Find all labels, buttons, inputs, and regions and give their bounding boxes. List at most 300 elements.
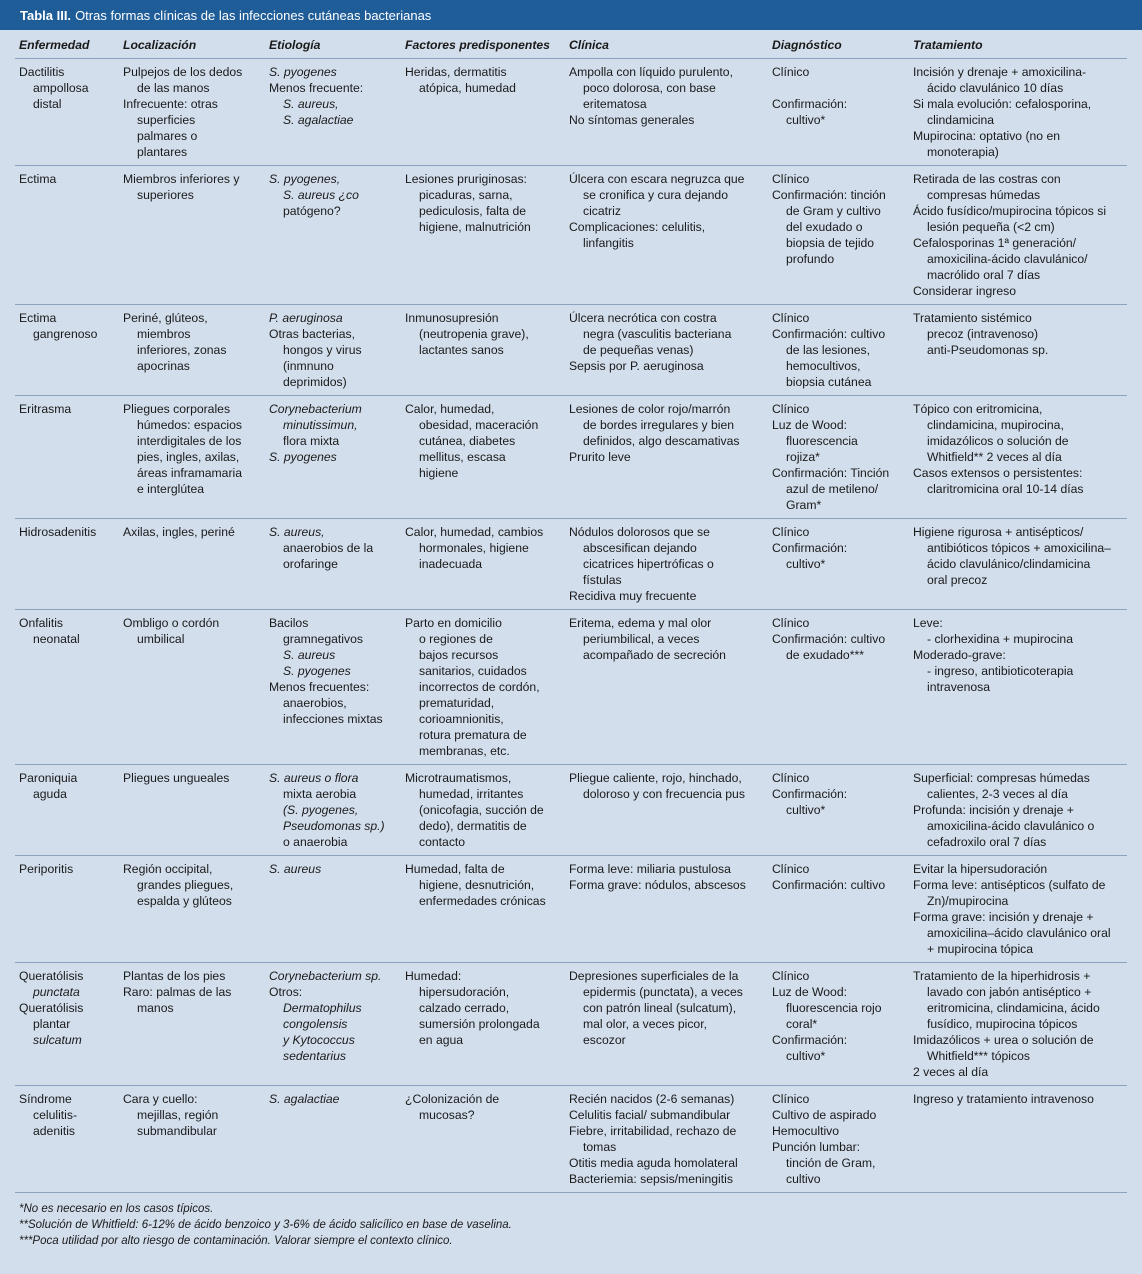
- cell-line: de exudado***: [786, 648, 864, 662]
- cell-line: Celulitis facial/ submandibular: [569, 1108, 731, 1122]
- cell-line: dedo), dermatitis de: [419, 819, 527, 833]
- cell-tratamiento: [909, 963, 1127, 1086]
- cell-line: adenitis: [33, 1124, 76, 1138]
- cell-line: clindamicina, mupirocina,: [927, 418, 1064, 432]
- table-row: [15, 59, 1127, 166]
- cell-localizacion: [119, 1086, 265, 1193]
- cell-line: ácido clavulánico 10 días: [927, 81, 1064, 95]
- cell-line: tomas: [583, 1140, 617, 1154]
- cell-line: Calor, humedad,: [405, 402, 495, 416]
- cell-line: negra (vasculitis bacteriana: [583, 327, 732, 341]
- cell-line: fusídico, mupirocina tópicos: [927, 1017, 1078, 1031]
- cell-line: ¿Colonización de: [405, 1092, 500, 1106]
- cell-line: Clínico: [772, 969, 810, 983]
- cell-line: Confirmación:: [772, 97, 848, 111]
- cell-line: submandibular: [137, 1124, 217, 1138]
- cell-line: Onfalitis: [19, 616, 64, 630]
- cell-line: Complicaciones: celulitis,: [569, 220, 706, 234]
- cell-line: Whitfield** 2 veces al día: [927, 450, 1062, 464]
- cell-line: gangrenoso: [33, 327, 98, 341]
- cell-line: hormonales, higiene: [419, 541, 529, 555]
- cell-line: Dermatophilus: [283, 1001, 362, 1015]
- cell-line: higiene, malnutrición: [419, 220, 531, 234]
- cell-line: cultivo*: [786, 113, 826, 127]
- cell-line: Sepsis por P. aeruginosa: [569, 359, 704, 373]
- cell-enfermedad: [15, 1086, 119, 1193]
- cell-line: Ectima: [19, 172, 57, 186]
- cell-diagnostico: [768, 963, 909, 1086]
- cell-line: con patrón lineal (sulcatum),: [583, 1001, 737, 1015]
- cell-line: clindamicina: [927, 113, 995, 127]
- cell-line: Nódulos dolorosos que se: [569, 525, 710, 539]
- cell-line: Confirmación: cultivo: [772, 327, 886, 341]
- table-title: Otras formas clínicas de las infecciones cutáneas bacterianas: [75, 7, 432, 23]
- cell-line: Si mala evolución: cefalosporina,: [913, 97, 1092, 111]
- cell-line: Inmunosupresión: [405, 311, 499, 325]
- cell-factores: [401, 610, 565, 765]
- cell-line: escozor: [583, 1033, 626, 1047]
- cell-line: Corynebacterium sp.: [269, 969, 382, 983]
- cell-clinica: [565, 519, 768, 610]
- cell-enfermedad: [15, 396, 119, 519]
- cell-line: cultivo*: [786, 803, 826, 817]
- cell-line: hipersudoración,: [419, 985, 510, 999]
- cell-line: Hidrosadenitis: [19, 525, 97, 539]
- cell-line: definidos, algo descamativas: [583, 434, 740, 448]
- cell-clinica: [565, 305, 768, 396]
- table-body: [15, 59, 1127, 1193]
- cell-line: infecciones mixtas: [283, 712, 383, 726]
- cell-diagnostico: [768, 1086, 909, 1193]
- cell-line: Corynebacterium: [269, 402, 362, 416]
- cell-line: Parto en domicilio: [405, 616, 502, 630]
- cell-line: Forma grave: nódulos, abscesos: [569, 878, 746, 892]
- cell-line: mal olor, a veces picor,: [583, 1017, 707, 1031]
- cell-line: Profunda: incisión y drenaje +: [913, 803, 1074, 817]
- cell-line: enfermedades crónicas: [419, 894, 546, 908]
- cell-line: acompañado de secreción: [583, 648, 726, 662]
- cell-localizacion: [119, 963, 265, 1086]
- cell-line: de las manos: [137, 81, 210, 95]
- cell-line: amoxicilina–ácido clavulánico oral: [927, 926, 1111, 940]
- cell-line: Punción lumbar:: [772, 1140, 861, 1154]
- cell-line: amoxicilina-ácido clavulánico/: [927, 252, 1088, 266]
- cell-diagnostico: [768, 305, 909, 396]
- cell-line: Confirmación:: [772, 787, 848, 801]
- cell-line: imidazólicos o solución de: [927, 434, 1069, 448]
- cell-line: Considerar ingreso: [913, 284, 1016, 298]
- cell-line: superficies: [137, 113, 196, 127]
- cell-etiologia: [265, 856, 401, 963]
- cell-line: S. aureus: [269, 862, 322, 876]
- cell-etiologia: [265, 396, 401, 519]
- cell-line: epidermis (punctata), a veces: [583, 985, 743, 999]
- cell-line: Otitis media aguda homolateral: [569, 1156, 738, 1170]
- cell-tratamiento: [909, 856, 1127, 963]
- cell-line: Clínico: [772, 1092, 810, 1106]
- cell-line: espalda y glúteos: [137, 894, 232, 908]
- cell-line: Queratólisis: [19, 1001, 84, 1015]
- cell-line: amoxicilina-ácido clavulánico o: [927, 819, 1095, 833]
- cell-line: Ácido fusídico/mupirocina tópicos si: [913, 204, 1107, 218]
- cell-line: eritematosa: [583, 97, 647, 111]
- cell-line: + mupirocina tópica: [927, 942, 1034, 956]
- cell-line: Tratamiento sistémico: [913, 311, 1032, 325]
- cell-line: anaerobios de la: [283, 541, 374, 555]
- cell-line: flora mixta: [283, 434, 340, 448]
- cell-tratamiento: [909, 305, 1127, 396]
- cell-enfermedad: [15, 610, 119, 765]
- cell-line: umbilical: [137, 632, 185, 646]
- cell-line: Higiene rigurosa + antisépticos/: [913, 525, 1084, 539]
- cell-line: periumbilical, a veces: [583, 632, 700, 646]
- cell-line: monoterapia): [927, 145, 999, 159]
- cell-clinica: [565, 963, 768, 1086]
- cell-line: rojiza*: [786, 450, 820, 464]
- table-row: [15, 396, 1127, 519]
- cell-line: Pseudomonas sp.): [283, 819, 385, 833]
- cell-line: cultivo: [786, 1172, 821, 1186]
- cell-line: S. aureus o flora: [269, 771, 359, 785]
- cell-line: Bacteriemia: sepsis/meningitis: [569, 1172, 733, 1186]
- cell-clinica: [565, 856, 768, 963]
- cell-line: cicatriz: [583, 204, 621, 218]
- cell-line: sumersión prolongada: [419, 1017, 540, 1031]
- cell-line: distal: [33, 97, 62, 111]
- cell-line: incorrectos de cordón,: [419, 680, 540, 694]
- cell-line: y Kytococcus: [283, 1033, 355, 1047]
- cell-line: profundo: [786, 252, 835, 266]
- header-tratamiento: Tratamiento: [909, 30, 1127, 59]
- cell-line: No síntomas generales: [569, 113, 695, 127]
- cell-localizacion: [119, 765, 265, 856]
- cell-localizacion: [119, 59, 265, 166]
- cell-diagnostico: [768, 610, 909, 765]
- cell-line: grandes pliegues,: [137, 878, 234, 892]
- cell-line: Cefalosporinas 1ª generación/: [913, 236, 1077, 250]
- cell-line: S. pyogenes: [269, 450, 337, 464]
- cell-line: de bordes irregulares y bien: [583, 418, 735, 432]
- cell-line: Eritema, edema y mal olor: [569, 616, 712, 630]
- cell-line: doloroso y con frecuencia pus: [583, 787, 745, 801]
- cell-localizacion: [119, 519, 265, 610]
- cell-diagnostico: [768, 856, 909, 963]
- cell-line: inadecuada: [419, 557, 483, 571]
- cell-line: bajos recursos: [419, 648, 499, 662]
- table-row: [15, 166, 1127, 305]
- cell-clinica: [565, 1086, 768, 1193]
- table-row: [15, 305, 1127, 396]
- cell-factores: [401, 765, 565, 856]
- cell-line: celulitis-: [33, 1108, 78, 1122]
- cell-line: Pliegues corporales: [123, 402, 231, 416]
- cell-line: en agua: [419, 1033, 464, 1047]
- header-row: [15, 30, 1127, 59]
- cell-line: Superficial: compresas húmedas: [913, 771, 1090, 785]
- cell-clinica: [565, 396, 768, 519]
- cell-line: prematuridad,: [419, 696, 495, 710]
- header-etiologia: Etiología: [265, 30, 401, 59]
- cell-line: calzado cerrado,: [419, 1001, 510, 1015]
- cell-line: Clínico: [772, 65, 810, 79]
- cell-line: linfangitis: [583, 236, 634, 250]
- cell-line: Leve:: [913, 616, 943, 630]
- cell-line: Zn)/mupirocina: [927, 894, 1009, 908]
- cell-line: calientes, 2-3 veces al día: [927, 787, 1068, 801]
- cell-line: S. agalactiae: [283, 113, 354, 127]
- cell-line: S. pyogenes,: [269, 172, 341, 186]
- cell-etiologia: [265, 610, 401, 765]
- cell-line: rotura prematura de: [419, 728, 527, 742]
- cell-line: fluorescencia rojo: [786, 1001, 882, 1015]
- cell-line: Región occipital,: [123, 862, 213, 876]
- header-diagnostico: Diagnóstico: [768, 30, 909, 59]
- cell-line: Forma leve: antisépticos (sulfato de: [913, 878, 1106, 892]
- cell-line: Clínico: [772, 616, 810, 630]
- cell-line: anti-Pseudomonas sp.: [927, 343, 1049, 357]
- cell-line: Síndrome: [19, 1092, 72, 1106]
- cell-line: ampollosa: [33, 81, 89, 95]
- cell-etiologia: [265, 166, 401, 305]
- cell-line: manos: [137, 1001, 174, 1015]
- cell-line: Axilas, ingles, periné: [123, 525, 235, 539]
- cell-line: (neutropenia grave),: [419, 327, 529, 341]
- cell-line: Confirmación: cultivo: [772, 632, 886, 646]
- header-clinica: Clínica: [565, 30, 768, 59]
- cell-etiologia: [265, 1086, 401, 1193]
- cell-line: Tópico con eritromicina,: [913, 402, 1043, 416]
- cell-line: Raro: palmas de las: [123, 985, 232, 999]
- cell-line: Luz de Wood:: [772, 985, 847, 999]
- cell-clinica: [565, 610, 768, 765]
- cell-line: higiene, desnutrición,: [419, 878, 535, 892]
- cell-line: sanitarios, cuidados: [419, 664, 527, 678]
- cell-factores: [401, 166, 565, 305]
- cell-line: Queratólisis: [19, 969, 84, 983]
- cell-line: S. aureus: [283, 648, 336, 662]
- cell-line: de Gram y cultivo: [786, 204, 881, 218]
- cell-line: Lesiones pruriginosas:: [405, 172, 527, 186]
- cell-localizacion: [119, 305, 265, 396]
- cell-factores: [401, 856, 565, 963]
- cell-line: de las lesiones,: [786, 343, 871, 357]
- cell-line: Confirmación: cultivo: [772, 878, 886, 892]
- cell-line: sulcatum: [33, 1033, 82, 1047]
- cell-line: lactantes sanos: [419, 343, 504, 357]
- cell-line: intravenosa: [927, 680, 991, 694]
- cell-line: humedad, irritantes: [419, 787, 524, 801]
- cell-line: del exudado o: [786, 220, 863, 234]
- cell-line: biopsia de tejido: [786, 236, 875, 250]
- cell-diagnostico: [768, 396, 909, 519]
- cell-line: Menos frecuente:: [269, 81, 364, 95]
- cell-line: (onicofagia, succión de: [419, 803, 544, 817]
- cell-line: deprimidos): [283, 375, 347, 389]
- cell-line: biopsia cutánea: [786, 375, 872, 389]
- cell-line: P. aeruginosa: [269, 311, 343, 325]
- cell-line: se cronifica y cura dejando: [583, 188, 728, 202]
- cell-line: Periporitis: [19, 862, 74, 876]
- cell-line: lavado con jabón antiséptico +: [927, 985, 1092, 999]
- header-factores: Factores predisponentes: [401, 30, 565, 59]
- cell-line: pies, ingles, axilas,: [137, 450, 240, 464]
- cell-line: Bacilos: [269, 616, 309, 630]
- cell-line: S. agalactiae: [269, 1092, 340, 1106]
- cell-line: Otros:: [269, 985, 303, 999]
- cell-line: obesidad, maceración: [419, 418, 539, 432]
- table-row: [15, 963, 1127, 1086]
- cell-line: Tratamiento de la hiperhidrosis +: [913, 969, 1091, 983]
- cell-tratamiento: [909, 59, 1127, 166]
- cell-line: Pulpejos de los dedos: [123, 65, 243, 79]
- cell-line: apocrinas: [137, 359, 190, 373]
- cell-line: Confirmación: Tinción: [772, 466, 890, 480]
- cell-line: - ingreso, antibioticoterapia: [927, 664, 1074, 678]
- cell-line: superiores: [137, 188, 194, 202]
- footnote: ***Poca utilidad por alto riesgo de contaminación. Valorar siempre el contexto clínico.: [19, 1235, 453, 1247]
- cell-line: (S. pyogenes,: [283, 803, 359, 817]
- cell-line: cutánea, diabetes: [419, 434, 516, 448]
- cell-line: húmedos: espacios: [137, 418, 243, 432]
- cell-line: Whitfield*** tópicos: [927, 1049, 1030, 1063]
- cell-line: precoz (intravenoso): [927, 327, 1039, 341]
- table-row: [15, 1086, 1127, 1193]
- cell-enfermedad: [15, 59, 119, 166]
- cell-line: (inmnuno: [283, 359, 334, 373]
- cell-line: Calor, humedad, cambios: [405, 525, 544, 539]
- cell-line: compresas húmedas: [927, 188, 1041, 202]
- cell-line: abscesifican dejando: [583, 541, 697, 555]
- cell-tratamiento: [909, 166, 1127, 305]
- cell-line: neonatal: [33, 632, 80, 646]
- footnotes: [19, 1201, 1142, 1249]
- cell-line: mejillas, región: [137, 1108, 219, 1122]
- cell-line: contacto: [419, 835, 466, 849]
- cell-line: patógeno?: [283, 204, 341, 218]
- cell-line: higiene: [419, 466, 459, 480]
- cell-line: congolensis: [283, 1017, 348, 1031]
- cell-factores: [401, 59, 565, 166]
- cell-line: S. pyogenes: [269, 65, 337, 79]
- cell-line: Clínico: [772, 311, 810, 325]
- cell-etiologia: [265, 59, 401, 166]
- cell-line: Periné, glúteos,: [123, 311, 208, 325]
- cell-line: áreas inframamaria: [137, 466, 242, 480]
- cell-line: Ectima: [19, 311, 57, 325]
- cell-line: Humedad:: [405, 969, 462, 983]
- cell-line: poco dolorosa, con base: [583, 81, 716, 95]
- cell-line: S. aureus,: [283, 97, 339, 111]
- cell-line: Plantas de los pies: [123, 969, 226, 983]
- cell-clinica: [565, 59, 768, 166]
- cell-line: fístulas: [583, 573, 622, 587]
- cell-etiologia: [265, 765, 401, 856]
- cell-line: cultivo*: [786, 1049, 826, 1063]
- cell-line: gramnegativos: [283, 632, 363, 646]
- cell-factores: [401, 963, 565, 1086]
- cell-line: lesión pequeña (<2 cm): [927, 220, 1055, 234]
- cell-tratamiento: [909, 396, 1127, 519]
- cell-line: de pequeñas venas): [583, 343, 694, 357]
- cell-line: S. aureus,: [269, 525, 325, 539]
- cell-line: Incisión y drenaje + amoxicilina-: [913, 65, 1087, 79]
- cell-line: anaerobios,: [283, 696, 347, 710]
- cell-line: atópica, humedad: [419, 81, 516, 95]
- cell-line: Confirmación:: [772, 541, 848, 555]
- cell-etiologia: [265, 305, 401, 396]
- cell-enfermedad: [15, 963, 119, 1086]
- cell-line: pediculosis, falta de: [419, 204, 527, 218]
- cell-line: Miembros inferiores y: [123, 172, 240, 186]
- cell-tratamiento: [909, 610, 1127, 765]
- cell-line: oral precoz: [927, 573, 988, 587]
- cell-line: mixta aerobia: [283, 787, 357, 801]
- cell-line: mucosas?: [419, 1108, 475, 1122]
- cell-enfermedad: [15, 519, 119, 610]
- cell-line: plantares: [137, 145, 188, 159]
- cell-line: S. aureus ¿co: [283, 188, 359, 202]
- cell-line: Pliegues ungueales: [123, 771, 230, 785]
- cell-line: Confirmación: tinción: [772, 188, 886, 202]
- cell-line: Heridas, dermatitis: [405, 65, 507, 79]
- cell-line: Dactilitis: [19, 65, 65, 79]
- cell-line: palmares o: [137, 129, 198, 143]
- cell-line: Pliegue caliente, rojo, hinchado,: [569, 771, 742, 785]
- cell-line: fluorescencia: [786, 434, 858, 448]
- cell-line: Otras bacterias,: [269, 327, 356, 341]
- cell-line: - clorhexidina + mupirocina: [927, 632, 1073, 646]
- table-row: [15, 610, 1127, 765]
- cell-line: orofaringe: [283, 557, 338, 571]
- cell-line: aguda: [33, 787, 67, 801]
- cell-line: Casos extensos o persistentes:: [913, 466, 1083, 480]
- cell-line: Depresiones superficiales de la: [569, 969, 739, 983]
- cell-line: 2 veces al día: [913, 1065, 989, 1079]
- cell-line: Clínico: [772, 402, 810, 416]
- cell-line: o anaerobia: [283, 835, 348, 849]
- cell-line: minutissimun,: [283, 418, 358, 432]
- cell-line: Prurito leve: [569, 450, 631, 464]
- cell-diagnostico: [768, 765, 909, 856]
- header-enfermedad: Enfermedad: [15, 30, 119, 59]
- cell-line: Ingreso y tratamiento intravenoso: [913, 1092, 1094, 1106]
- cell-line: Clínico: [772, 771, 810, 785]
- cell-enfermedad: [15, 166, 119, 305]
- cell-line: Cara y cuello:: [123, 1092, 198, 1106]
- footnote: **Solución de Whitfield: 6-12% de ácido benzoico y 3-6% de ácido salicílico en base de vaselina.: [19, 1219, 512, 1231]
- cell-clinica: [565, 765, 768, 856]
- cell-line: picaduras, sarna,: [419, 188, 513, 202]
- table-number: Tabla III.: [20, 7, 72, 23]
- cell-line: hemocultivos,: [786, 359, 861, 373]
- cell-line: ácido clavulánico/clindamicina: [927, 557, 1091, 571]
- cell-line: S. pyogenes: [283, 664, 351, 678]
- cell-diagnostico: [768, 519, 909, 610]
- cell-factores: [401, 519, 565, 610]
- cell-line: miembros: [137, 327, 191, 341]
- cell-line: Eritrasma: [19, 402, 72, 416]
- cell-line: cefadroxilo oral 7 días: [927, 835, 1047, 849]
- cell-etiologia: [265, 519, 401, 610]
- cell-line: Lesiones de color rojo/marrón: [569, 402, 731, 416]
- cell-line: sedentarius: [283, 1049, 347, 1063]
- cell-line: plantar: [33, 1017, 71, 1031]
- cell-diagnostico: [768, 166, 909, 305]
- cell-line: inferiores, zonas: [137, 343, 227, 357]
- cell-line: eritromicina, clindamicina, ácido: [927, 1001, 1100, 1015]
- cell-etiologia: [265, 963, 401, 1086]
- cell-line: Úlcera con escara negruzca que: [569, 172, 745, 186]
